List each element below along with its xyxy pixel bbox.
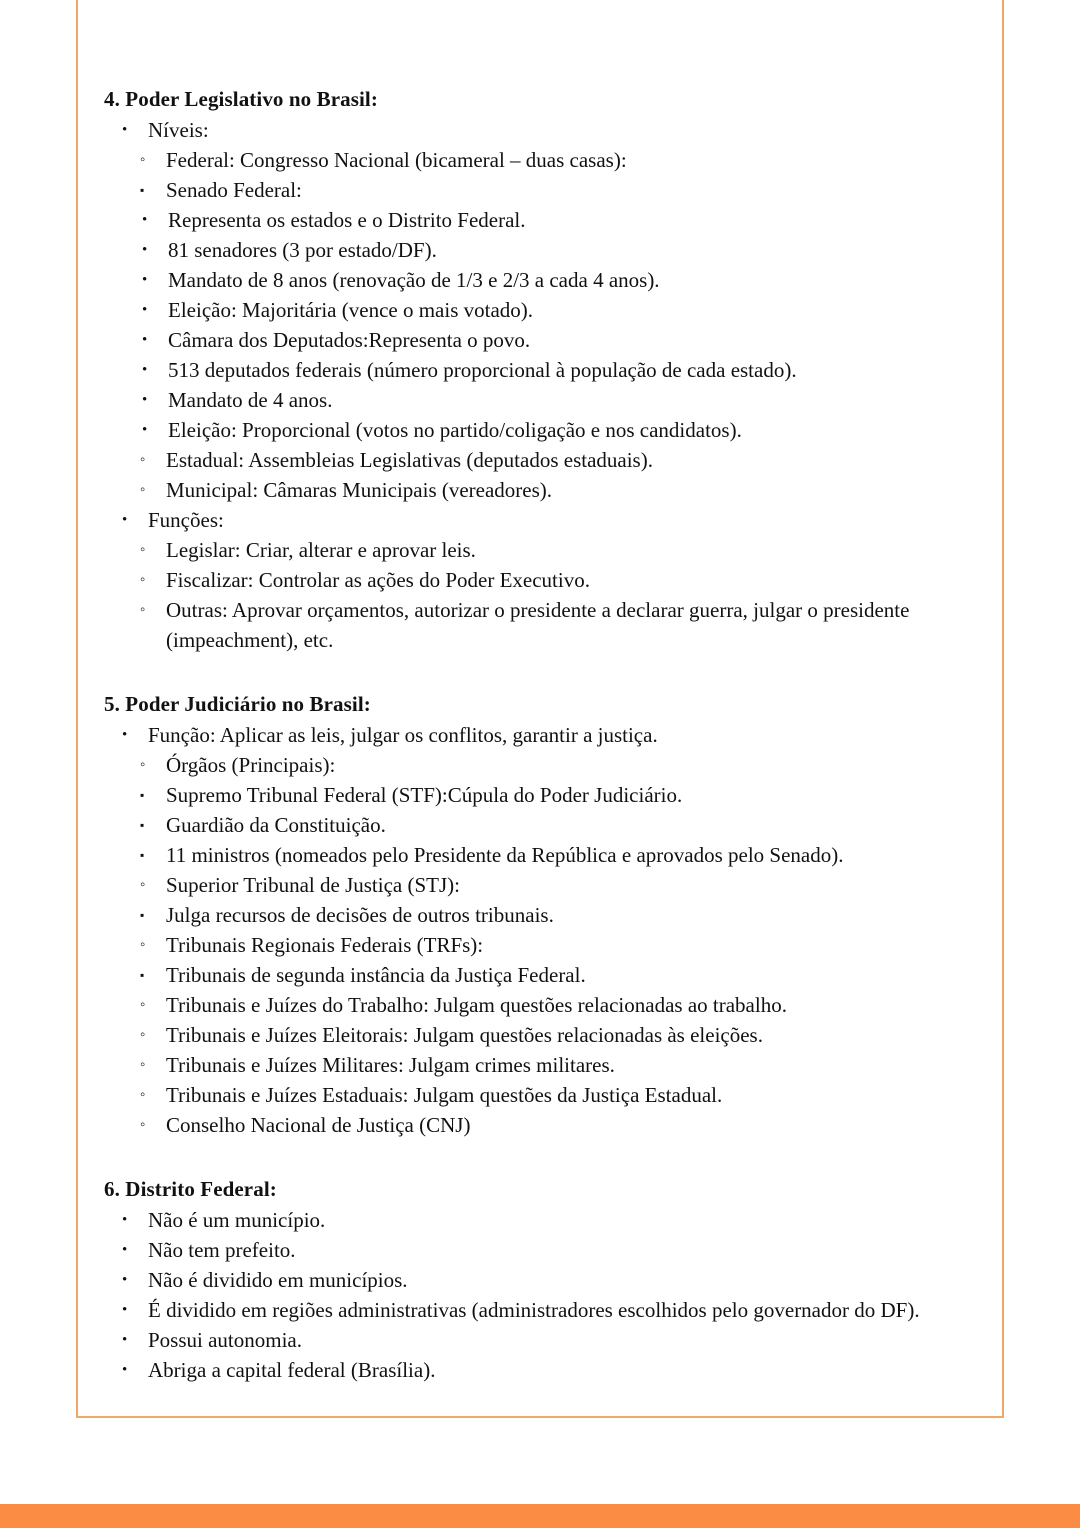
list-item [140, 475, 964, 505]
disc-bullet-icon: • [142, 242, 148, 258]
list-item-text: Não é dividido em municípios. [148, 1268, 408, 1292]
circle-bullet-icon: ◦ [140, 152, 146, 168]
list-item-text: Tribunais Regionais Federais (TRFs): [166, 933, 484, 957]
document-body [104, 84, 964, 1385]
list-item [122, 1205, 964, 1235]
bullet-list-level-3 [140, 175, 964, 205]
disc-bullet-icon: • [122, 1242, 128, 1258]
disc-bullet-icon: • [142, 362, 148, 378]
disc-bullet-icon: • [122, 1272, 128, 1288]
list-item-text: Mandato de 8 anos (renovação de 1/3 e 2/3 a cada 4 anos). [168, 268, 660, 292]
bullet-list-level-2 [140, 535, 964, 655]
list-item-text: Outras: Aprovar orçamentos, autorizar o presidente a declarar guerra, julgar o presidente (impeachment), etc. [166, 598, 910, 652]
section-heading: 5. Poder Judiciário no Brasil: [104, 692, 371, 716]
circle-bullet-icon: ◦ [140, 602, 146, 618]
disc-bullet-icon: • [142, 422, 148, 438]
bullet-list-level-1 [122, 115, 964, 145]
list-item-text: Julga recursos de decisões de outros tribunais. [166, 903, 554, 927]
list-item [140, 870, 964, 900]
list-item-text: Municipal: Câmaras Municipais (vereadores). [166, 478, 553, 502]
list-item-text: Guardião da Constituição. [166, 813, 386, 837]
list-item [140, 1050, 964, 1080]
list-item [122, 720, 964, 750]
list-item [122, 1235, 964, 1265]
list-item-text: Tribunais e Juízes Militares: Julgam crimes militares. [166, 1053, 615, 1077]
list-item [142, 265, 964, 295]
list-item-text: Fiscalizar: Controlar as ações do Poder Executivo. [166, 568, 590, 592]
list-item [122, 1295, 964, 1325]
circle-bullet-icon: ◦ [140, 1117, 146, 1133]
disc-bullet-icon: • [122, 1332, 128, 1348]
circle-bullet-icon: ◦ [140, 452, 146, 468]
disc-bullet-icon: • [122, 1212, 128, 1228]
circle-bullet-icon: ◦ [140, 542, 146, 558]
disc-bullet-icon: • [142, 332, 148, 348]
list-item [140, 1020, 964, 1050]
bullet-list-level-1 [122, 720, 964, 750]
document-section [104, 84, 964, 655]
square-bullet-icon: ▪ [140, 848, 145, 862]
list-item [140, 175, 964, 205]
list-item-text: Representa os estados e o Distrito Federal. [168, 208, 526, 232]
list-item-text: Níveis: [148, 118, 209, 142]
circle-bullet-icon: ◦ [140, 1027, 146, 1043]
circle-bullet-icon: ◦ [140, 482, 146, 498]
list-item-text: Supremo Tribunal Federal (STF):Cúpula do Poder Judiciário. [166, 783, 683, 807]
disc-bullet-icon: • [142, 212, 148, 228]
list-item-text: Não é um município. [148, 1208, 326, 1232]
list-item [142, 295, 964, 325]
circle-bullet-icon: ◦ [140, 997, 146, 1013]
list-item [140, 840, 964, 870]
list-item-text: Tribunais e Juízes do Trabalho: Julgam questões relacionadas ao trabalho. [166, 993, 787, 1017]
list-item-text: Órgãos (Principais): [166, 753, 336, 777]
bullet-list-level-2 [140, 870, 964, 900]
disc-bullet-icon: • [122, 1302, 128, 1318]
bullet-list-level-3 [140, 900, 964, 930]
list-item-text: 11 ministros (nomeados pelo Presidente da República e aprovados pelo Senado). [166, 843, 844, 867]
document-section [104, 689, 964, 1140]
list-item-text: Funções: [148, 508, 224, 532]
list-item [142, 355, 964, 385]
list-item-text: Conselho Nacional de Justiça (CNJ) [166, 1113, 471, 1137]
list-item [140, 930, 964, 960]
list-item [122, 1265, 964, 1295]
list-item-text: É dividido em regiões administrativas (administradores escolhidos pelo governador do DF). [148, 1298, 920, 1322]
circle-bullet-icon: ◦ [140, 1057, 146, 1073]
footer-accent-bar [0, 1504, 1080, 1528]
list-item [140, 900, 964, 930]
list-item [142, 385, 964, 415]
list-item-text: Superior Tribunal de Justiça (STJ): [166, 873, 460, 897]
bullet-list-level-2 [140, 750, 964, 780]
square-bullet-icon: ▪ [140, 818, 145, 832]
list-item-text: Não tem prefeito. [148, 1238, 296, 1262]
list-item [142, 235, 964, 265]
disc-bullet-icon: • [122, 512, 128, 528]
list-item [142, 205, 964, 235]
list-item-text: Senado Federal: [166, 178, 302, 202]
list-item [140, 960, 964, 990]
list-item [122, 1325, 964, 1355]
bullet-list-level-3 [140, 780, 964, 870]
bullet-list-level-2 [140, 990, 964, 1140]
list-item [140, 565, 964, 595]
list-item-text: Legislar: Criar, alterar e aprovar leis. [166, 538, 476, 562]
list-item [122, 1355, 964, 1385]
sections-container [104, 84, 964, 1385]
list-item [140, 535, 964, 565]
list-item [140, 1080, 964, 1110]
section-heading: 4. Poder Legislativo no Brasil: [104, 87, 378, 111]
disc-bullet-icon: • [122, 122, 128, 138]
square-bullet-icon: ▪ [140, 788, 145, 802]
disc-bullet-icon: • [122, 1362, 128, 1378]
list-item-text: 81 senadores (3 por estado/DF). [168, 238, 437, 262]
list-item-text: Mandato de 4 anos. [168, 388, 333, 412]
list-item [140, 780, 964, 810]
list-item [140, 595, 964, 655]
list-item-text: Tribunais de segunda instância da Justiça Federal. [166, 963, 586, 987]
disc-bullet-icon: • [122, 727, 128, 743]
bullet-list-level-1 [122, 1205, 964, 1385]
bullet-list-level-4 [142, 205, 964, 445]
bullet-list-level-2 [140, 930, 964, 960]
disc-bullet-icon: • [142, 392, 148, 408]
list-item-text: Federal: Congresso Nacional (bicameral – duas casas): [166, 148, 627, 172]
square-bullet-icon: ▪ [140, 908, 145, 922]
list-item [122, 115, 964, 145]
list-item-text: Eleição: Majoritária (vence o mais votado). [168, 298, 534, 322]
circle-bullet-icon: ◦ [140, 572, 146, 588]
disc-bullet-icon: • [142, 302, 148, 318]
list-item [142, 325, 964, 355]
square-bullet-icon: ▪ [140, 968, 145, 982]
list-item-text: Tribunais e Juízes Estaduais: Julgam questões da Justiça Estadual. [166, 1083, 723, 1107]
list-item [140, 810, 964, 840]
bullet-list-level-1 [122, 505, 964, 535]
section-heading: 6. Distrito Federal: [104, 1177, 277, 1201]
circle-bullet-icon: ◦ [140, 1087, 146, 1103]
list-item [140, 145, 964, 175]
document-section [104, 1174, 964, 1385]
list-item-text: Possui autonomia. [148, 1328, 303, 1352]
circle-bullet-icon: ◦ [140, 877, 146, 893]
circle-bullet-icon: ◦ [140, 937, 146, 953]
list-item-text: Função: Aplicar as leis, julgar os conflitos, garantir a justiça. [148, 723, 658, 747]
bullet-list-level-3 [140, 960, 964, 990]
list-item-text: Tribunais e Juízes Eleitorais: Julgam questões relacionadas às eleições. [166, 1023, 763, 1047]
list-item-text: Eleição: Proporcional (votos no partido/coligação e nos candidatos). [168, 418, 742, 442]
list-item [140, 445, 964, 475]
list-item [122, 505, 964, 535]
bullet-list-level-2 [140, 445, 964, 505]
list-item-text: Estadual: Assembleias Legislativas (deputados estaduais). [166, 448, 653, 472]
list-item-text: Câmara dos Deputados:Representa o povo. [168, 328, 531, 352]
list-item-text: Abriga a capital federal (Brasília). [148, 1358, 436, 1382]
list-item [142, 415, 964, 445]
list-item [140, 750, 964, 780]
bullet-list-level-2 [140, 145, 964, 175]
list-item [140, 990, 964, 1020]
circle-bullet-icon: ◦ [140, 757, 146, 773]
list-item [140, 1110, 964, 1140]
disc-bullet-icon: • [142, 272, 148, 288]
square-bullet-icon: ▪ [140, 183, 145, 197]
list-item-text: 513 deputados federais (número proporcional à população de cada estado). [168, 358, 797, 382]
